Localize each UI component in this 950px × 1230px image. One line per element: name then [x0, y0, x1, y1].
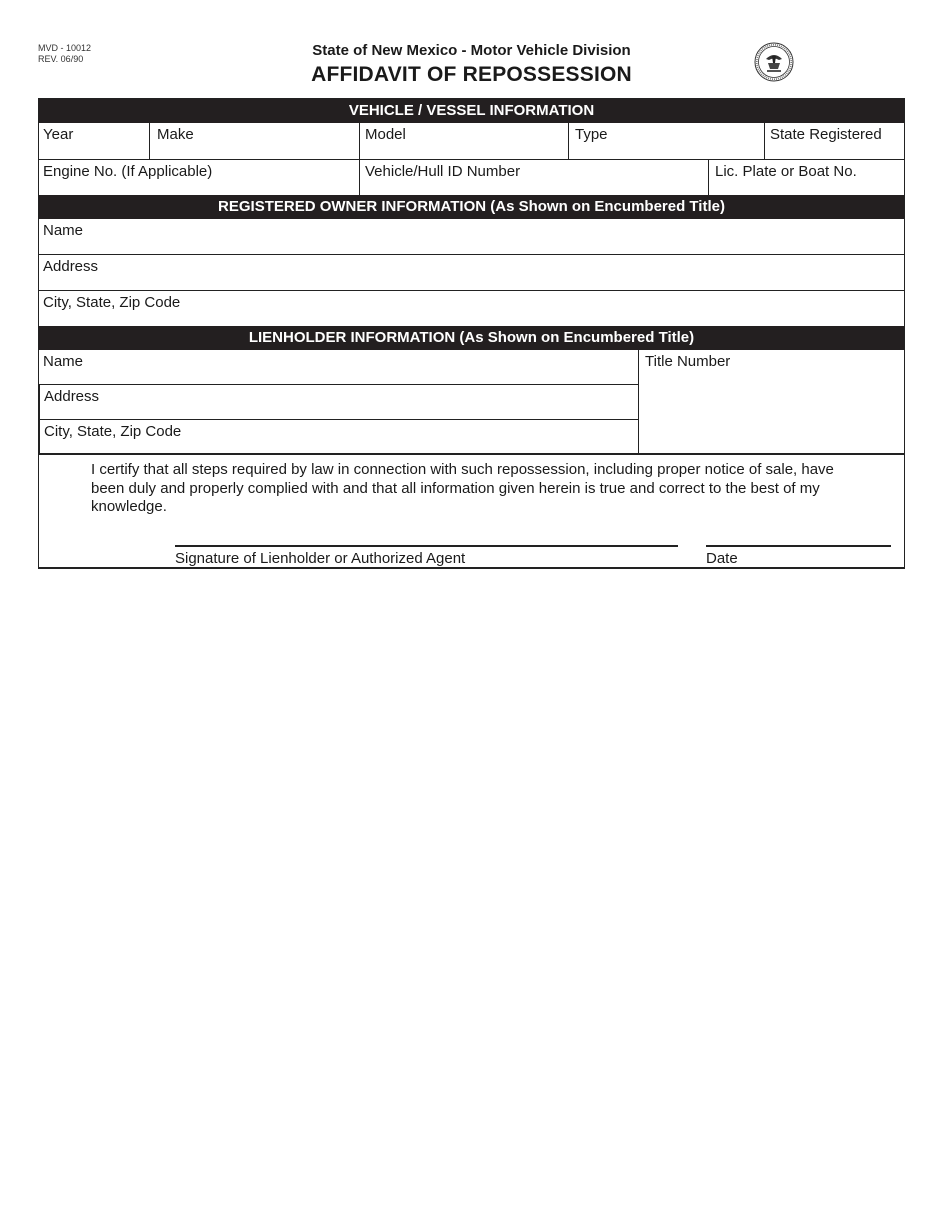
form-code — [38, 43, 91, 65]
owner-name-row — [39, 219, 904, 254]
year-field[interactable] — [39, 123, 149, 159]
lienholder-address-label: Address — [44, 388, 100, 405]
page-title: AFFIDAVIT OF REPOSSESSION — [311, 63, 632, 86]
engine-number-field[interactable] — [39, 160, 359, 195]
title-number-field[interactable] — [639, 350, 904, 453]
owner-city-label: City, State, Zip Code — [43, 294, 181, 311]
date-line[interactable] — [706, 545, 891, 547]
owner-city-row — [39, 290, 904, 326]
type-field[interactable] — [568, 123, 764, 159]
form-number: MVD - 10012 — [38, 43, 92, 53]
title-number-label: Title Number — [645, 353, 731, 370]
owner-section-heading: REGISTERED OWNER INFORMATION (As Shown on Encumbered Title) — [39, 195, 904, 219]
plate-number-label: Lic. Plate or Boat No. — [715, 163, 857, 180]
vehicle-row-1 — [39, 123, 904, 159]
lienholder-section-heading: LIENHOLDER INFORMATION (As Shown on Encumbered Title) — [39, 326, 904, 350]
type-label: Type — [575, 126, 608, 143]
owner-address-label: Address — [43, 258, 99, 275]
owner-address-field[interactable] — [39, 255, 904, 290]
hull-id-label: Vehicle/Hull ID Number — [365, 163, 521, 180]
state-registered-field[interactable] — [764, 123, 904, 159]
certification-text: I certify that all steps required by law in connection with such repossession, including proper notice of sale, have been duly and properly complied with and that all information given herein is true and correct to the best of my knowledge. — [91, 461, 834, 515]
owner-name-field[interactable] — [39, 219, 904, 254]
state-registered-label: State Registered — [770, 126, 882, 143]
vehicle-row-2 — [39, 159, 904, 195]
certification-block — [39, 453, 904, 567]
make-field[interactable] — [149, 123, 359, 159]
lienholder-block — [39, 350, 904, 453]
lienholder-fields — [39, 350, 639, 453]
agency-name: State of New Mexico - Motor Vehicle Division — [312, 42, 631, 59]
plate-number-field[interactable] — [708, 160, 904, 195]
owner-city-field[interactable] — [39, 291, 904, 326]
owner-address-row — [39, 254, 904, 290]
lienholder-address-field[interactable] — [39, 384, 638, 419]
lienholder-name-label: Name — [43, 353, 84, 370]
hull-id-field[interactable] — [359, 160, 708, 195]
form-revision: REV. 06/90 — [38, 54, 84, 64]
title-number-box — [639, 350, 904, 453]
signature-line[interactable] — [175, 545, 678, 547]
affidavit-form — [38, 98, 905, 569]
year-label: Year — [43, 126, 74, 143]
signature-label: Signature of Lienholder or Authorized Agent — [175, 550, 466, 567]
lienholder-name-field[interactable] — [39, 350, 638, 384]
model-label: Model — [365, 126, 406, 143]
vehicle-section-heading: VEHICLE / VESSEL INFORMATION — [39, 99, 904, 123]
owner-name-label: Name — [43, 222, 84, 239]
lienholder-city-label: City, State, Zip Code — [44, 423, 182, 440]
state-seal-icon — [754, 42, 794, 82]
lienholder-city-field[interactable] — [39, 419, 638, 453]
model-field[interactable] — [359, 123, 568, 159]
date-label: Date — [706, 550, 738, 567]
engine-number-label: Engine No. (If Applicable) — [43, 163, 213, 180]
make-label: Make — [157, 126, 194, 143]
